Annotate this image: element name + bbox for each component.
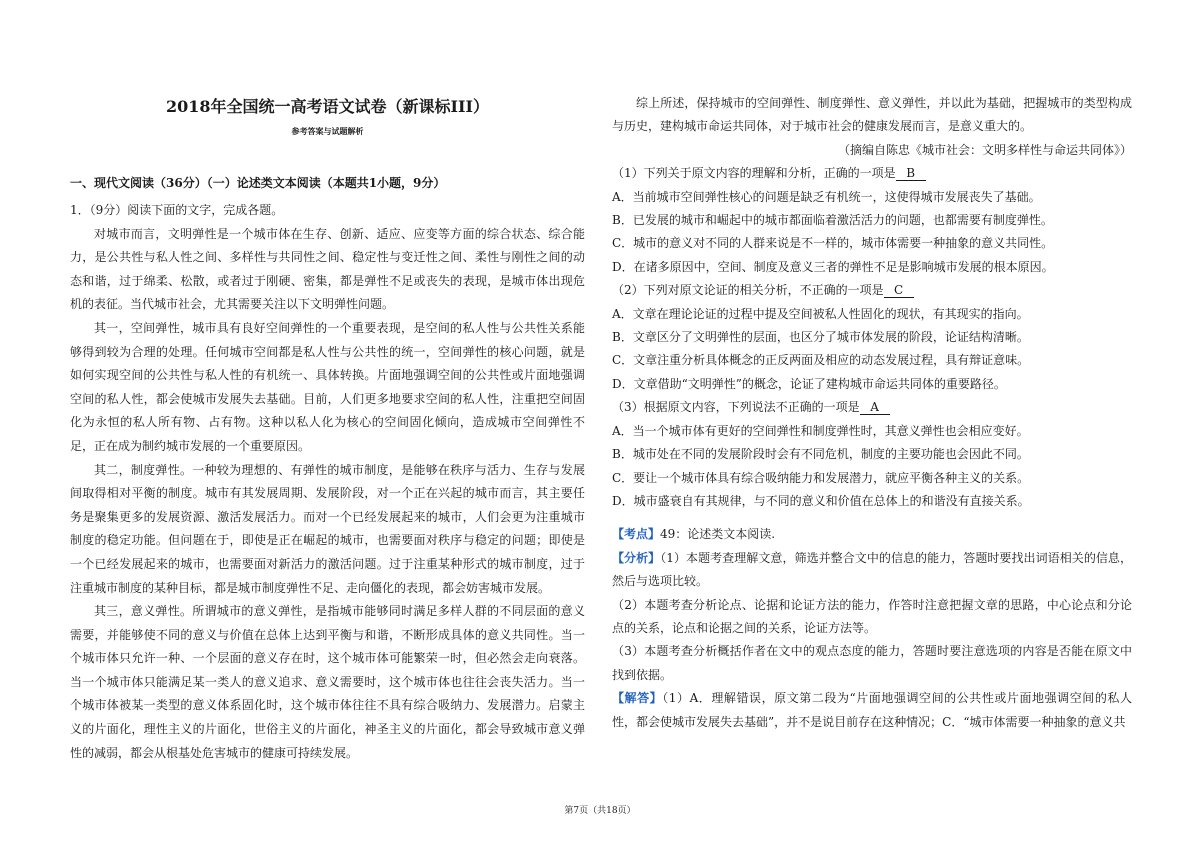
question-2-answer: C <box>884 283 914 298</box>
question-3-option-b: B．城市处在不同的发展阶段时会有不同危机，制度的主要功能也会因此不同。 <box>612 447 1029 462</box>
question-3-option-c: C．要让一个城市体具有综合吸纳能力和发展潜力，就应平衡各种主义的关系。 <box>612 470 1030 485</box>
question-1-stem: （1）下列关于原文内容的理解和分析，正确的一项是 B <box>612 162 1132 185</box>
question-3-option-d: D．城市盛衰自有其规律，与不同的意义和价值在总体上的和谐没有直接关系。 <box>612 493 1030 508</box>
kaodian-tag: 【考点】 <box>612 527 661 542</box>
fenxi-line-2: （2）本题考查分析论点、论据和论证方法的能力，作答时注意把握文章的思路，中心论点和分论点的关系，论点和论据之间的关系，论证方法等。 <box>612 597 1132 635</box>
fenxi-tag: 【分析】 <box>612 550 661 565</box>
question-2-stem: （2）下列对原文论证的相关分析，不正确的一项是 C <box>612 279 1132 302</box>
page-title: 2018年全国统一高考语文试卷（新课标III） <box>166 97 489 116</box>
passage-paragraph-1: 对城市而言，文明弹性是一个城市体在生存、创新、适应、应变等方面的综合状态、综合能力，是公共性与私人性之间、多样性与共同性之间、稳定性与变迁性之间、柔性与刚性之间的动态和谐，过于绵柔、松散，或者过于刚硬、密集，都是弹性不足或丧失的表现，是城市体出现危机的表征。当代城市社会，尤其需要关注以下文明弹性问题。 <box>70 226 585 312</box>
question-3-answer: A <box>860 400 890 415</box>
section-heading: 一、现代文阅读（36分）（一）论述类文本阅读（本题共1小题，9分） <box>70 176 446 190</box>
jieda-line: 【解答】（1）A．理解错误，原文第二段为“片面地强调空间的公共性或片面地强调空间的私人性，都会使城市发展失去基础”，并不是说目前存在这种情况；C．“城市体需要一种抽象的意义共 <box>612 691 1132 729</box>
passage-paragraph-4: 其三，意义弹性。所谓城市的意义弹性，是指城市能够同时满足多样人群的不同层面的意义需要，并能够使不同的意义与价值在总体上达到平衡与和谐，不断形成具体的意义共同性。当一个城市体只允许一种、一个层面的意义存在时，这个城市体可能繁荣一时，但必然会走向衰落。当一个城市体只能满足某一类人的意义追求、意义需要时，这个城市体也往往会丧失活力。当一个城市体被某一类型的意义体系固化时，这个城市体往往不具有综合吸纳力、发展潜力。启蒙主义的片面化，理性主义的片面化，世俗主义的片面化，神圣主义的片面化，都会导致城市意义弹性的减弱，都会从根基处危害城市的健康可持续发展。 <box>70 604 585 760</box>
jieda-tag: 【解答】 <box>612 691 663 706</box>
question-2-option-a: A．文章在理论论证的过程中提及空间被私人性固化的现状，有其现实的指向。 <box>612 306 1029 321</box>
right-column <box>612 92 1132 734</box>
question-1-option-b: B．已发展的城市和崛起中的城市都面临着激活活力的问题，也都需要有制度弹性。 <box>612 213 1053 228</box>
question-2-option-c: C．文章注重分析具体概念的正反两面及相应的动态发展过程，具有辩证意味。 <box>612 353 1030 368</box>
page-footer: 第7页（共18页） <box>564 806 636 816</box>
question-3-option-a: A．当一个城市体有更好的空间弹性和制度弹性时，其意义弹性也会相应变好。 <box>612 423 1029 438</box>
spacer <box>612 513 1132 523</box>
question-intro: 1．（9分）阅读下面的文字，完成各题。 <box>70 203 284 217</box>
passage-conclusion: 综上所述，保持城市的空间弹性、制度弹性、意义弹性，并以此为基础，把握城市的类型构成与历史，建构城市命运共同体，对于城市社会的健康发展而言，是意义重大的。 <box>612 96 1132 134</box>
question-1-option-a: A．当前城市空间弹性核心的问题是缺乏有机统一，这使得城市发展丧失了基础。 <box>612 189 1041 204</box>
question-1-answer: B <box>896 166 926 181</box>
left-column <box>70 199 585 765</box>
passage-paragraph-2: 其一，空间弹性，城市具有良好空间弹性的一个重要表现，是空间的私人性与公共性关系能够得到较为合理的处理。任何城市空间都是私人性与公共性的统一，空间弹性的核心问题，就是如何实现空间的公共性与私人性的有机统一、具体转换。片面地强调空间的公共性或片面地强调空间的私人性，都会使城市发展失去基础。目前，人们更多地要求空间的私人性，注重把空间固化为永恒的私人所有物、占有物。这种以私人化为核心的空间固化倾向，造成城市空间弹性不足，正在成为制约城市发展的一个重要原因。 <box>70 320 585 453</box>
passage-paragraph-3: 其二，制度弹性。一种较为理想的、有弹性的城市制度，是能够在秩序与活力、生存与发展间取得相对平衡的制度。城市有其发展周期、发展阶段，对一个正在兴起的城市而言，其主要任务是聚集更多的发展资源、激活发展活力。而对一个已经发展起来的城市，人们会更为注重城市制度的稳定功能。但问题在于，即使是正在崛起的城市，也需要面对秩序与稳定的问题；即使是一个已经发展起来的城市，也需要面对新活力的激活问题。过于注重某种形式的城市制度，过于注重城市制度的某种目标，都是城市制度弹性不足、走向僵化的表现，都会妨害城市发展。 <box>70 462 585 595</box>
passage-source: （摘编自陈忠《城市社会：文明多样性与命运共同体》） <box>837 142 1132 157</box>
fenxi-line-3: （3）本题考查分析概括作者在文中的观点态度的能力，答题时要注意选项的内容是否能在原文中找到依据。 <box>612 644 1132 682</box>
question-1-option-d: D．在诸多原因中，空间、制度及意义三者的弹性不足是影响城市发展的根本原因。 <box>612 259 1054 274</box>
question-2-option-b: B．文章区分了文明弹性的层面，也区分了城市体发展的阶段，论证结构清晰。 <box>612 330 1029 345</box>
page-subtitle: 参考答案与试题解析 <box>291 126 364 136</box>
kaodian-line: 【考点】49：论述类文本阅读. <box>612 527 776 542</box>
question-3-stem: （3）根据原文内容，下列说法不正确的一项是 A <box>612 396 1132 419</box>
question-2-option-d: D．文章借助“文明弹性”的概念，论证了建构城市命运共同体的重要路径。 <box>612 376 1006 391</box>
fenxi-line-1: 【分析】（1）本题考查理解文意，筛选并整合文中的信息的能力，答题时要找出词语相关的信息，然后与选项比较。 <box>612 550 1132 589</box>
question-1-option-c: C．城市的意义对不同的人群来说是不一样的，城市体需要一种抽象的意义共同性。 <box>612 236 1054 251</box>
